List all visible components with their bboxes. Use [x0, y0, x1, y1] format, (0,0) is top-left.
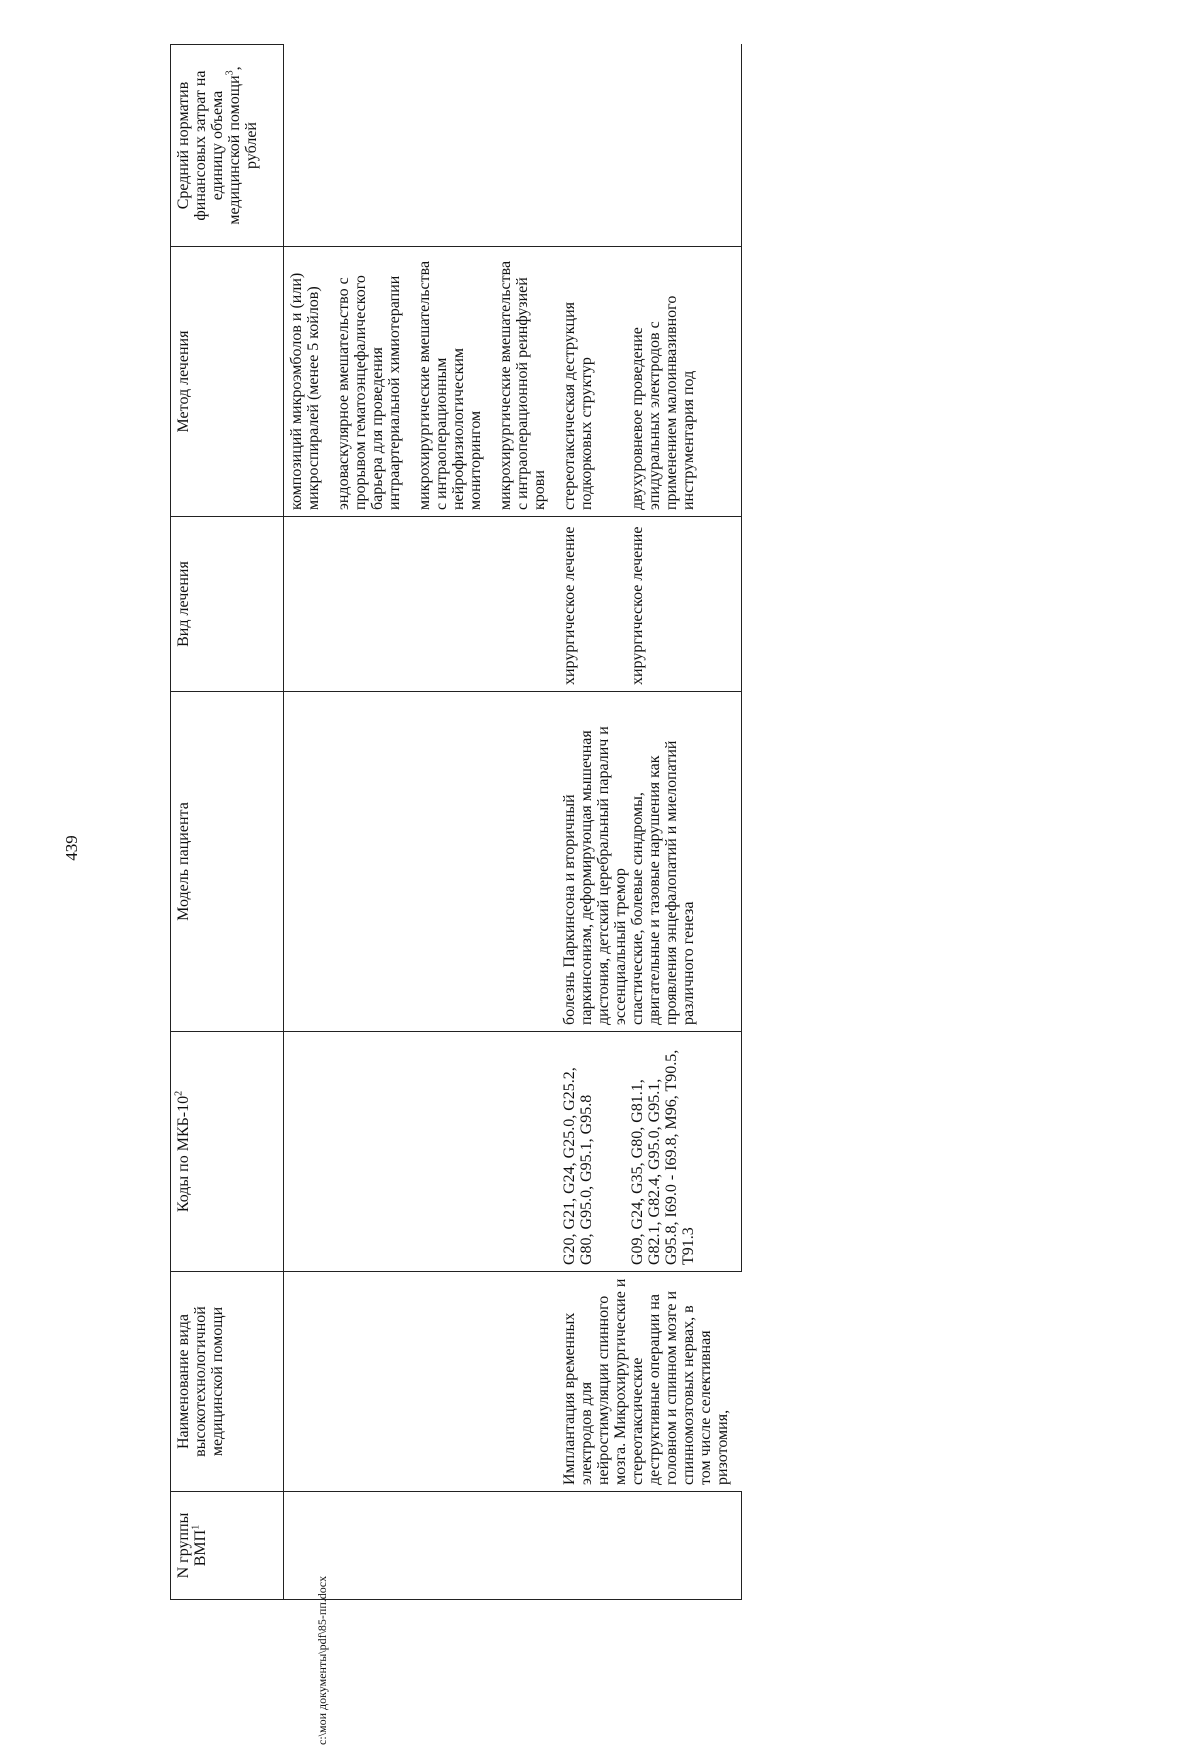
treatment-method-cell: двухуровневое проведение эпидуральных электродов с применением малоинвазивного инструментария под	[629, 247, 742, 517]
icd-codes-cell: G09, G24, G35, G80, G81.1, G82.1, G82.4, G95.0, G95.1, G95.8, I69.0 - I69.8, M96, T90.5, T91.3	[629, 1032, 742, 1272]
treatment-table-sheet	[170, 45, 1035, 1600]
header-icd-codes: Коды по МКБ-$10^2$	[171, 1032, 284, 1272]
method-entry: эндоваскулярное вмешательство с прорывом гематоэнцефалического барьера для проведения интраартериальной химиотерапии	[335, 275, 403, 510]
header-cost-norm: Средний норматив финансовых затрат на единицу объема медицинской помощи$^3$, рублей	[171, 45, 284, 247]
treatment-type-cell: хирургическое лечение	[561, 517, 629, 692]
method-entry: микрохирургические вмешательства с интраоперационным нейрофизиологическим мониторингом	[416, 260, 484, 510]
header-group-number: N группы ВМП$^1$	[171, 1492, 284, 1600]
method-entry: микрохирургические вмешательства с интраоперационной реинфузией крови	[497, 260, 548, 510]
patient-model-cell: болезнь Паркинсона и вторичный паркинсонизм, деформирующая мышечная дистония, детский церебральный паралич и эссенциальный тремор	[561, 692, 629, 1032]
treatment-method-cell: стереотаксическая деструкция подкорковых структур	[561, 247, 629, 517]
header-treatment-method: Метод лечения	[171, 247, 284, 517]
header-patient-model: Модель пациента	[171, 692, 284, 1032]
treatment-table	[170, 44, 742, 1600]
group-name-cell: Имплантация временных электродов для нейростимуляции спинного мозга. Микрохирургические и стереотаксические деструктивные операции на головном и спинном мозге и спинномозговых нервах, в том числе селективная ризотомия,	[561, 1272, 742, 1492]
table-row	[561, 45, 629, 1600]
header-care-name: Наименование вида высокотехнологичной медицинской помощи	[171, 1272, 284, 1492]
method-entry: композиций микроэмболов и (или) микроспиралей (менее 5 койлов)	[288, 272, 322, 510]
patient-model-cell: спастические, болевые синдромы, двигательные и тазовые нарушения как проявления энцефалопатий и миелопатий различного генеза	[629, 692, 742, 1032]
continuation-methods	[284, 247, 562, 517]
header-treatment-type: Вид лечения	[171, 517, 284, 692]
page-number: 439	[62, 835, 81, 861]
treatment-type-cell: хирургическое лечение	[629, 517, 742, 692]
table-header-row	[171, 45, 284, 1600]
footer-file-path: c:\мои документы\pdf\85-пп.docx	[315, 1575, 329, 1745]
icd-codes-cell: G20, G21, G24, G25.0, G25.2, G80, G95.0, G95.1, G95.8	[561, 1032, 629, 1272]
